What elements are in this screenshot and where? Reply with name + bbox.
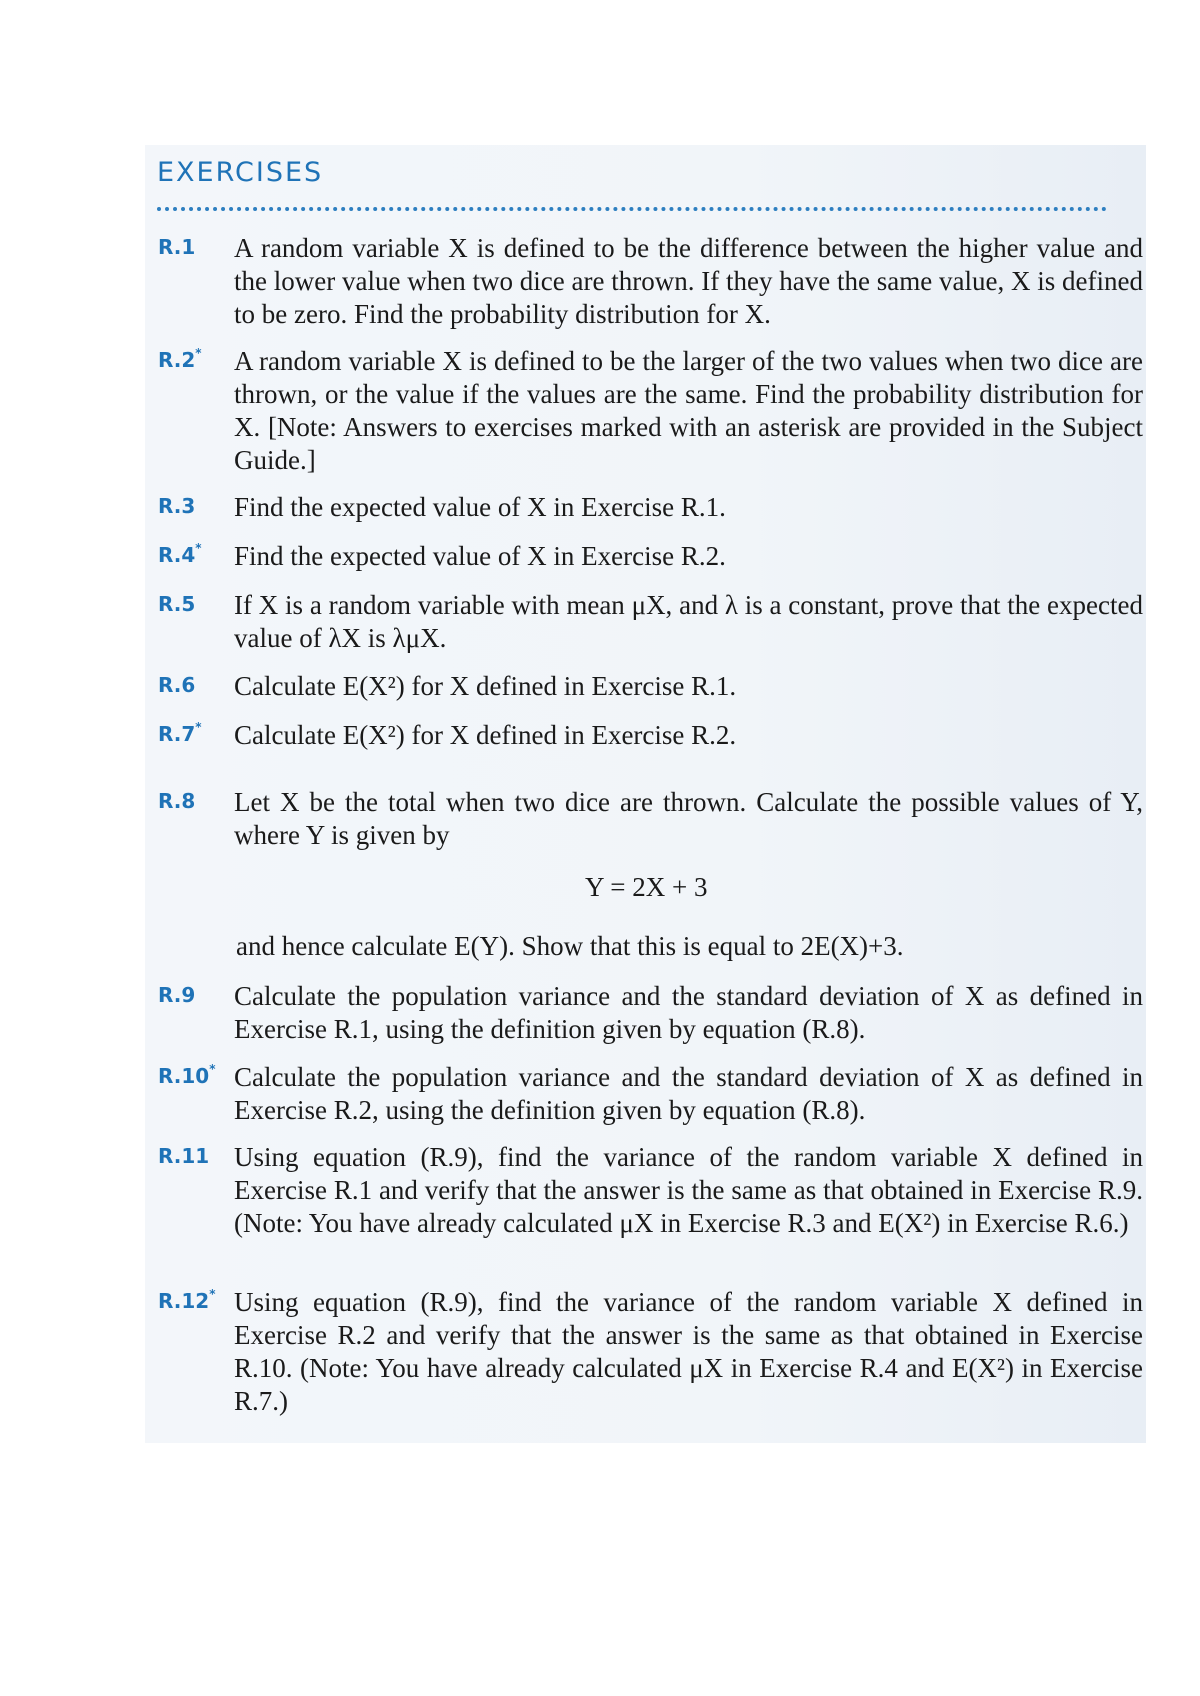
exercise-number: R.9: [158, 983, 196, 1007]
exercise-text: Find the expected value of X in Exercise R.1.: [234, 492, 726, 522]
exercise-r1: [158, 232, 1143, 331]
exercise-r11: [158, 1141, 1143, 1240]
exercise-r2: [158, 345, 1143, 477]
exercise-text: Using equation (R.9), find the variance of the random variable X defined in Exercise R.2 and verify that the answer is the same as that obtained in Exercise R.10. (Note: You have already calculated μX in Exercise R.4 and E(X²) in Exercise R.7.): [234, 1287, 1143, 1416]
exercise-number: R.5: [158, 592, 196, 616]
exercise-r8: [158, 786, 1143, 852]
exercise-number: R.4*: [158, 541, 202, 567]
exercise-r10: [158, 1061, 1143, 1127]
exercise-text: If X is a random variable with mean μX, and λ is a constant, prove that the expected value of λX is λμX.: [234, 590, 1143, 653]
r8-followup-text: and hence calculate E(Y). Show that this is equal to 2E(X)+3.: [236, 931, 904, 961]
exercise-text: Using equation (R.9), find the variance of the random variable X defined in Exercise R.1 and verify that the answer is the same as that obtained in Exercise R.9. (Note: You have already calculated μX in Exercise R.3 and E(X²) in Exercise R.6.): [234, 1142, 1143, 1238]
exercise-number: R.2*: [158, 346, 202, 372]
exercise-r7: [158, 719, 1143, 752]
r8-equation: Y = 2X + 3: [585, 872, 708, 902]
exercise-text: A random variable X is defined to be the larger of the two values when two dice are thrown, or the value if the values are the same. Find the probability distribution for X. [Note: Answers to exercises marked with an asterisk are provided in the Subject Guide.]: [234, 346, 1143, 475]
exercise-r3: [158, 491, 1143, 524]
exercise-r5: [158, 589, 1143, 655]
exercise-text: Calculate E(X²) for X defined in Exercise R.2.: [234, 720, 737, 750]
exercise-number: R.7*: [158, 720, 202, 746]
exercise-r4: [158, 540, 1143, 573]
exercise-number: R.10*: [158, 1062, 216, 1088]
exercise-number: R.11: [158, 1144, 210, 1168]
exercise-text: Let X be the total when two dice are thrown. Calculate the possible values of Y, where Y is given by: [234, 787, 1143, 850]
exercise-number: R.3: [158, 494, 196, 518]
exercise-text: Calculate E(X²) for X defined in Exercise R.1.: [234, 671, 737, 701]
exercise-text: Calculate the population variance and the standard deviation of X as defined in Exercise R.1, using the definition given by equation (R.8).: [234, 981, 1143, 1044]
dotted-divider: [157, 207, 1107, 211]
exercise-r6: [158, 670, 1143, 703]
exercise-text: Calculate the population variance and the standard deviation of X as defined in Exercise R.2, using the definition given by equation (R.8).: [234, 1062, 1143, 1125]
exercise-number: R.1: [158, 235, 196, 259]
exercise-text: A random variable X is defined to be the difference between the higher value and the lower value when two dice are thrown. If they have the same value, X is defined to be zero. Find the probability distribution for X.: [234, 233, 1143, 329]
exercises-heading: EXERCISES: [157, 157, 324, 188]
exercise-number: R.8: [158, 789, 196, 813]
exercise-text: Find the expected value of X in Exercise R.2.: [234, 541, 726, 571]
exercise-r9: [158, 980, 1143, 1046]
exercise-r12: [158, 1286, 1143, 1418]
exercise-number: R.6: [158, 673, 196, 697]
exercise-number: R.12*: [158, 1287, 216, 1313]
